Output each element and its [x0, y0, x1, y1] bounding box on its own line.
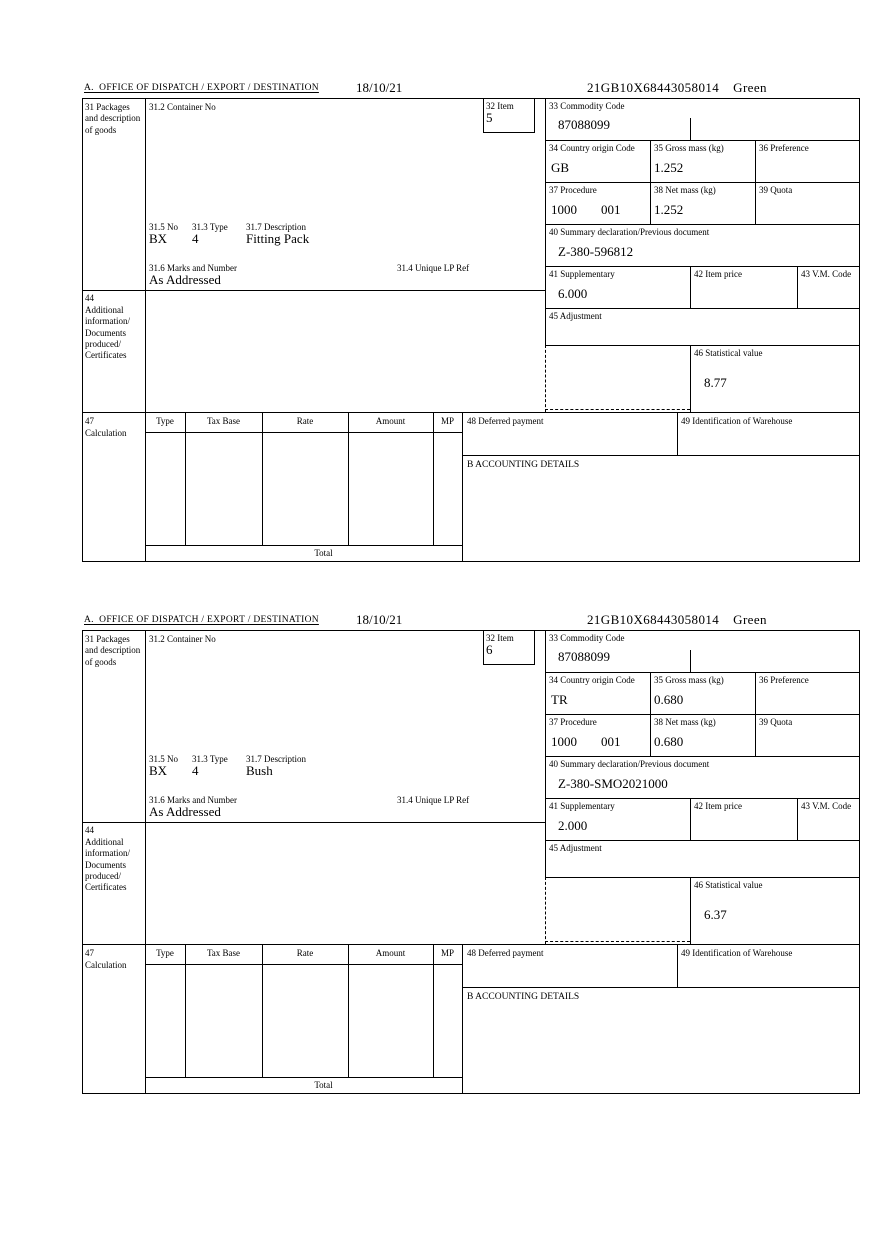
calc-header-mp: MP [440, 416, 454, 426]
commodity-code-tick-line [690, 650, 691, 672]
calc-header-amount: Amount [375, 948, 406, 958]
box39-label: 39 Quota [759, 717, 793, 727]
box47-number: 47 [85, 416, 94, 426]
movement-reference [587, 613, 767, 627]
package-kind-value: BX [149, 763, 168, 778]
box31-3-label: 31.3 Type [192, 222, 228, 232]
package-type-value: 4 [192, 763, 199, 778]
box40-label: 40 Summary declaration/Previous document [549, 227, 710, 237]
form-line [262, 412, 263, 545]
routing-status: Green [733, 80, 767, 95]
calc-header-rate: Rate [296, 948, 314, 958]
box43-label: 43 V.M. Code [801, 269, 852, 279]
package-kind-value: BX [149, 231, 168, 246]
commodity-code-tick-line [690, 118, 691, 140]
dispatch-date: 18/10/21 [356, 612, 403, 627]
statistical-value: 8.77 [704, 375, 727, 390]
previous-document-value: Z-380-SMO2021000 [558, 776, 668, 791]
goods-description-value: Bush [246, 763, 273, 778]
box36-label: 36 Preference [759, 143, 809, 153]
form-line [262, 944, 263, 1077]
box43-label: 43 V.M. Code [801, 801, 852, 811]
supplementary-units-value: 6.000 [558, 286, 588, 301]
calc-header-rate: Rate [296, 416, 314, 426]
form-line [462, 944, 463, 1094]
form-line [690, 266, 691, 308]
box37-label: 37 Procedure [549, 717, 597, 727]
box31-4-label: 31.4 Unique LP Ref [397, 263, 470, 273]
goods-description-value: Fitting Pack [246, 231, 310, 246]
form-line [690, 877, 691, 944]
form-line [462, 455, 860, 456]
box31-label: 31 Packages and description of goods [85, 102, 141, 135]
gross-mass-value: 0.680 [654, 692, 684, 707]
box47-number: 47 [85, 948, 94, 958]
statistical-value: 6.37 [704, 907, 727, 922]
calc-header-tax-base: Tax Base [206, 948, 241, 958]
calc-total-label: Total [314, 548, 333, 558]
form-line [545, 140, 860, 141]
form-line [545, 182, 860, 183]
office-of-dispatch-label: A. OFFICE OF DISPATCH / EXPORT / DESTINATION [84, 83, 319, 93]
box35-label: 35 Gross mass (kg) [654, 143, 724, 153]
box31-label: 31 Packages and description of goods [85, 634, 141, 667]
form-line [797, 798, 798, 840]
box31-7-label: 31.7 Description [246, 222, 306, 232]
form-line [545, 345, 860, 346]
form-line [755, 672, 756, 756]
office-of-dispatch-label: A. OFFICE OF DISPATCH / EXPORT / DESTINATION [84, 615, 319, 625]
calc-table-header-line [145, 964, 462, 965]
form-line [690, 345, 691, 412]
net-mass-value: 1.252 [654, 202, 684, 217]
calc-header-tax-base: Tax Base [206, 416, 241, 426]
form-line [690, 798, 691, 840]
box42-label: 42 Item price [694, 801, 742, 811]
form-line [433, 412, 434, 545]
box44-number: 44 [85, 293, 94, 303]
form-dashed-line [545, 877, 546, 944]
box41-label: 41 Supplementary [549, 801, 615, 811]
box31-3-label: 31.3 Type [192, 754, 228, 764]
form-dashed-line [545, 409, 690, 410]
country-origin-value: GB [551, 160, 570, 175]
box47-label: Calculation [85, 428, 127, 438]
gross-mass-value: 1.252 [654, 160, 684, 175]
box34-label: 34 Country origin Code [549, 675, 635, 685]
form-line [545, 877, 860, 878]
form-outer-border [82, 630, 860, 1094]
box31-4-label: 31.4 Unique LP Ref [397, 795, 470, 805]
box31-7-label: 31.7 Description [246, 754, 306, 764]
box45-label: 45 Adjustment [549, 843, 602, 853]
box32-label: 32 Item [486, 633, 514, 643]
form-line [545, 266, 860, 267]
calc-header-type: Type [156, 948, 174, 958]
box31-2-label: 31.2 Container No [149, 102, 216, 112]
commodity-code-value: 87088099 [558, 117, 610, 132]
box31-6-label: 31.6 Marks and Number [149, 263, 237, 273]
box31-5-label: 31.5 No [149, 754, 178, 764]
declaration-item-block [82, 612, 860, 1094]
box49-label: 49 Identification of Warehouse [681, 948, 793, 958]
item-number-value: 5 [486, 110, 493, 125]
marks-value: As Addressed [149, 272, 221, 287]
item-number-value: 6 [486, 642, 493, 657]
form-line [650, 140, 651, 224]
reference-number: 21GB10X68443058014 [587, 612, 720, 627]
dispatch-date: 18/10/21 [356, 80, 403, 95]
box46-label: 46 Statistical value [694, 880, 763, 890]
country-origin-value: TR [551, 692, 568, 707]
calc-table-header-line [145, 432, 462, 433]
box42-label: 42 Item price [694, 269, 742, 279]
box37-label: 37 Procedure [549, 185, 597, 195]
net-mass-value: 0.680 [654, 734, 684, 749]
box31-5-label: 31.5 No [149, 222, 178, 232]
box32-label: 32 Item [486, 101, 514, 111]
form-line [348, 412, 349, 545]
calc-header-amount: Amount [375, 416, 406, 426]
form-line [545, 672, 860, 673]
previous-document-value: Z-380-596812 [558, 244, 634, 259]
form-line [185, 944, 186, 1077]
calc-header-type: Type [156, 416, 174, 426]
form-line [545, 224, 860, 225]
form-line [185, 412, 186, 545]
form-line [462, 412, 463, 562]
form-line [82, 822, 545, 823]
marks-value: As Addressed [149, 804, 221, 819]
form-line [348, 944, 349, 1077]
box49-label: 49 Identification of Warehouse [681, 416, 793, 426]
form-line [545, 798, 860, 799]
form-dashed-line [545, 345, 546, 412]
form-line [797, 266, 798, 308]
box35-label: 35 Gross mass (kg) [654, 675, 724, 685]
calc-table-total-line [145, 1077, 462, 1078]
form-dashed-line [545, 941, 690, 942]
box44-label: Additional information/ Documents produced/ Certificates [85, 305, 130, 360]
box46-label: 46 Statistical value [694, 348, 763, 358]
box38-label: 38 Net mass (kg) [654, 717, 716, 727]
declaration-item-block [82, 80, 860, 562]
form-line [462, 987, 860, 988]
form-line [545, 308, 860, 309]
form-outer-border [82, 98, 860, 562]
box40-label: 40 Summary declaration/Previous document [549, 759, 710, 769]
supplementary-units-value: 2.000 [558, 818, 588, 833]
accounting-details-label: B ACCOUNTING DETAILS [467, 460, 580, 470]
box34-label: 34 Country origin Code [549, 143, 635, 153]
box44-number: 44 [85, 825, 94, 835]
box36-label: 36 Preference [759, 675, 809, 685]
form-line [545, 714, 860, 715]
box48-label: 48 Deferred payment [467, 948, 544, 958]
box31-6-label: 31.6 Marks and Number [149, 795, 237, 805]
box33-label: 33 Commodity Code [549, 101, 625, 111]
procedure-value: 1000 [551, 734, 577, 749]
form-line [145, 630, 146, 1094]
box39-label: 39 Quota [759, 185, 793, 195]
box33-label: 33 Commodity Code [549, 633, 625, 643]
form-line [545, 756, 860, 757]
box44-label: Additional information/ Documents produced/ Certificates [85, 837, 130, 892]
commodity-code-value: 87088099 [558, 649, 610, 664]
form-line [82, 290, 545, 291]
calc-total-label: Total [314, 1080, 333, 1090]
box31-2-label: 31.2 Container No [149, 634, 216, 644]
box41-label: 41 Supplementary [549, 269, 615, 279]
form-line [433, 944, 434, 1077]
form-line [755, 140, 756, 224]
box48-label: 48 Deferred payment [467, 416, 544, 426]
form-line [145, 98, 146, 562]
calc-table-total-line [145, 545, 462, 546]
accounting-details-label: B ACCOUNTING DETAILS [467, 992, 580, 1002]
box47-label: Calculation [85, 960, 127, 970]
procedure-category-value: 001 [601, 202, 621, 217]
box45-label: 45 Adjustment [549, 311, 602, 321]
reference-number: 21GB10X68443058014 [587, 80, 720, 95]
form-line [677, 944, 678, 987]
movement-reference [587, 81, 767, 95]
form-line [545, 840, 860, 841]
form-line [677, 412, 678, 455]
routing-status: Green [733, 612, 767, 627]
form-line [82, 412, 860, 413]
box38-label: 38 Net mass (kg) [654, 185, 716, 195]
form-line [82, 944, 860, 945]
procedure-category-value: 001 [601, 734, 621, 749]
form-line [650, 672, 651, 756]
calc-header-mp: MP [440, 948, 454, 958]
procedure-value: 1000 [551, 202, 577, 217]
package-type-value: 4 [192, 231, 199, 246]
